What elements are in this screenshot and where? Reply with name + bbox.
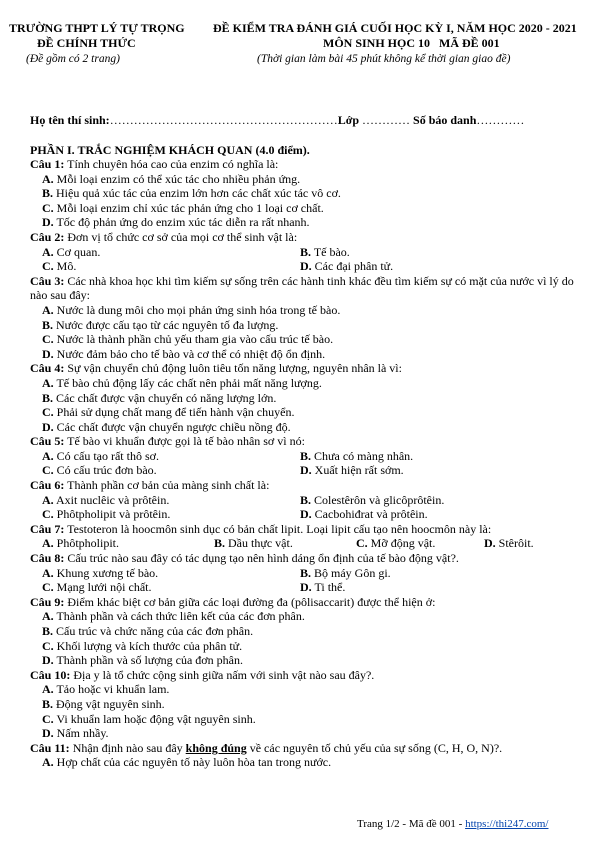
question-label: Câu 8: — [30, 551, 65, 566]
question-text: Testoteron là hoocmôn sinh dục có bản chất lipit. Loại lipit cấu tạo nên hoocmôn này là: — [67, 521, 492, 536]
option-b: B. Hiệu quả xúc tác của enzim lớn hơn các chất xúc tác vô cơ. — [42, 186, 341, 201]
option-b: B. Tế bào. — [300, 244, 350, 259]
question-text: Đơn vị tổ chức cơ sở của mọi cơ thể sinh vật là: — [67, 229, 298, 244]
option-b: B. Cấu trúc và chức năng của các đơn phân. — [42, 624, 254, 638]
student-id-label: Số báo danh — [413, 113, 477, 127]
question-label: Câu 9: — [30, 594, 65, 609]
subject: MÔN SINH HỌC 10 — [323, 36, 431, 50]
option-b: B. Dầu thực vật. — [214, 536, 293, 551]
question-3 — [30, 274, 586, 362]
question-label: Câu 1: — [30, 157, 65, 171]
option-b: B. Bộ máy Gôn gi. — [300, 565, 391, 580]
option-c: C. Phôtpholipit và prôtêin. — [42, 507, 171, 522]
question-1 — [30, 157, 586, 230]
option-a: A. Phôtpholipit. — [42, 536, 120, 551]
option-c: C. Vi khuẩn lam hoặc động vật nguyên sinh. — [42, 711, 256, 726]
option-a: A. Tế bào chủ động lấy các chất nên phải mất năng lượng. — [42, 375, 322, 390]
option-a: A. Cơ quan. — [42, 244, 101, 259]
question-text: Thành phần cơ bản của màng sinh chất là: — [67, 478, 270, 493]
footer-link[interactable]: https://thi247.com/ — [465, 818, 549, 830]
student-name-label: Họ tên thí sinh: — [30, 113, 110, 127]
questions-list — [30, 157, 586, 770]
option-a: A. Hợp chất của các nguyên tố này luôn hòa tan trong nước. — [42, 755, 332, 770]
question-label: Câu 5: — [30, 434, 65, 449]
question-text: Các nhà khoa học khi tìm kiếm sự sống trên các hành tinh khác đều tìm kiếm sự có mặt của nước vì lý do nào sau đây: — [30, 273, 574, 303]
official-label: ĐỀ CHÍNH THỨC — [37, 36, 136, 50]
question-label: Câu 4: — [30, 361, 65, 376]
question-2 — [30, 230, 586, 274]
option-d: D. Nấm nhầy. — [42, 726, 109, 741]
option-d: D. Các đại phân tử. — [300, 259, 394, 274]
option-b: B. Colestêrôn và glicôprôtêin. — [300, 492, 445, 507]
question-label: Câu 11: — [30, 740, 70, 755]
class-field[interactable]: ………… — [359, 113, 414, 127]
option-c: C. Nước là thành phần chủ yếu tham gia vào cấu trúc tế bào. — [42, 332, 334, 347]
footer-page-label: Trang 1/2 - Mã đề 001 - — [357, 818, 466, 830]
class-label: Lớp — [337, 113, 360, 127]
question-7 — [30, 522, 586, 551]
option-a: A. Axit nuclêic và prôtêin. — [42, 492, 170, 507]
exam-title: ĐỀ KIỂM TRA ĐÁNH GIÁ CUỐI HỌC KỲ I, NĂM HỌC 2020 - 2021 — [213, 21, 577, 35]
option-a: A. Nước là dung môi cho mọi phản ứng sinh hóa trong tế bào. — [42, 302, 341, 317]
question-9 — [30, 595, 586, 668]
time-note: (Thời gian làm bài 45 phút không kể thời gian giao đề) — [257, 53, 511, 65]
option-a: A. Khung xương tế bào. — [42, 565, 159, 580]
question-label: Câu 7: — [30, 521, 65, 536]
option-c: C. Phải sử dụng chất mang để tiến hành vận chuyển. — [42, 405, 295, 420]
student-info-line — [30, 113, 524, 128]
option-c: C. Mỡ động vật. — [356, 536, 436, 551]
option-c: C. Khối lượng và kích thước của phân tử. — [42, 638, 243, 653]
option-b: B. Chưa có màng nhân. — [300, 448, 414, 463]
question-text: Điểm khác biệt cơ bản giữa các loại đường đa (pôlisaccarit) được thể hiện ở: — [67, 594, 436, 609]
section-title: PHẦN I. TRẮC NGHIỆM KHÁCH QUAN (4.0 điểm). — [30, 143, 310, 157]
student-id-field[interactable]: ………… — [476, 113, 525, 127]
question-4 — [30, 361, 586, 434]
option-d: D. Cacbohiđrat và prôtêin. — [300, 507, 428, 522]
pages-note: (Đề gồm có 2 trang) — [26, 53, 120, 65]
option-c: C. Có cấu trúc đơn bào. — [42, 463, 157, 478]
question-label: Câu 10: — [30, 667, 71, 682]
option-a: A. Mỗi loại enzim có thể xúc tác cho nhiều phản ứng. — [42, 171, 301, 186]
question-emphasis: không đúng — [185, 740, 247, 755]
subject-and-code — [323, 36, 500, 51]
option-b: B. Động vật nguyên sinh. — [42, 696, 165, 711]
option-b: B. Nước được cấu tạo từ các nguyên tố đa lượng. — [42, 317, 279, 332]
question-text: Địa y là tổ chức cộng sinh giữa nấm với sinh vật nào sau đây?. — [73, 667, 375, 682]
school-name: TRƯỜNG THPT LÝ TỰ TRỌNG — [9, 21, 185, 35]
option-b: B. Các chất được vận chuyển có năng lượng lớn. — [42, 390, 277, 405]
question-text: Tính chuyên hóa cao của enzim có nghĩa là: — [67, 157, 279, 171]
option-c: C. Mạng lưới nội chất. — [42, 580, 152, 595]
option-d: D. Nước đảm bảo cho tế bào và cơ thể có nhiệt độ ổn định. — [42, 346, 326, 361]
question-text-end: về các nguyên tố chủ yếu của sự sống (C, H, O, N)?. — [249, 740, 503, 755]
page-footer — [357, 818, 548, 830]
question-6 — [30, 478, 586, 522]
exam-code: MÃ ĐỀ 001 — [439, 36, 500, 50]
question-label: Câu 3: — [30, 273, 65, 288]
option-c: C. Mô. — [42, 259, 77, 274]
question-label: Câu 2: — [30, 229, 65, 244]
question-text: Tế bào vi khuẩn được gọi là tế bào nhân sơ vì nó: — [67, 434, 305, 449]
question-text: Cấu trúc nào sau đây có tác dụng tạo nên hình dáng ổn định của tế bào động vật?. — [67, 551, 459, 566]
option-d: D. Các chất được vận chuyển ngược chiều nồng độ. — [42, 419, 291, 434]
option-d: D. Ti thể. — [300, 580, 346, 595]
question-10 — [30, 668, 586, 741]
option-d: D. Tốc độ phản ứng do enzim xúc tác diễn ra rất nhanh. — [42, 215, 310, 230]
question-label: Câu 6: — [30, 478, 65, 493]
option-d: D. Stêrôit. — [484, 536, 534, 551]
option-d: D. Thành phần và số lượng của đơn phân. — [42, 653, 243, 668]
option-a: A. Thành phần và cách thức liên kết của các đơn phân. — [42, 609, 305, 624]
option-c: C. Mỗi loại enzim chỉ xúc tác phản ứng cho 1 loại cơ chất. — [42, 200, 324, 215]
question-5 — [30, 434, 586, 478]
question-text: Nhận định nào sau đây — [72, 740, 183, 755]
question-text: Sự vận chuyển chủ động luôn tiêu tốn năng lượng, nguyên nhân là vì: — [67, 361, 402, 376]
option-a: A. Tảo hoặc vi khuẩn lam. — [42, 682, 170, 697]
student-name-field[interactable]: ………………………………………………… — [109, 113, 338, 127]
option-a: A. Có cấu tạo rất thô sơ. — [42, 448, 159, 463]
option-d: D. Xuất hiện rất sớm. — [300, 463, 404, 478]
question-8 — [30, 551, 586, 595]
question-11 — [30, 741, 586, 770]
